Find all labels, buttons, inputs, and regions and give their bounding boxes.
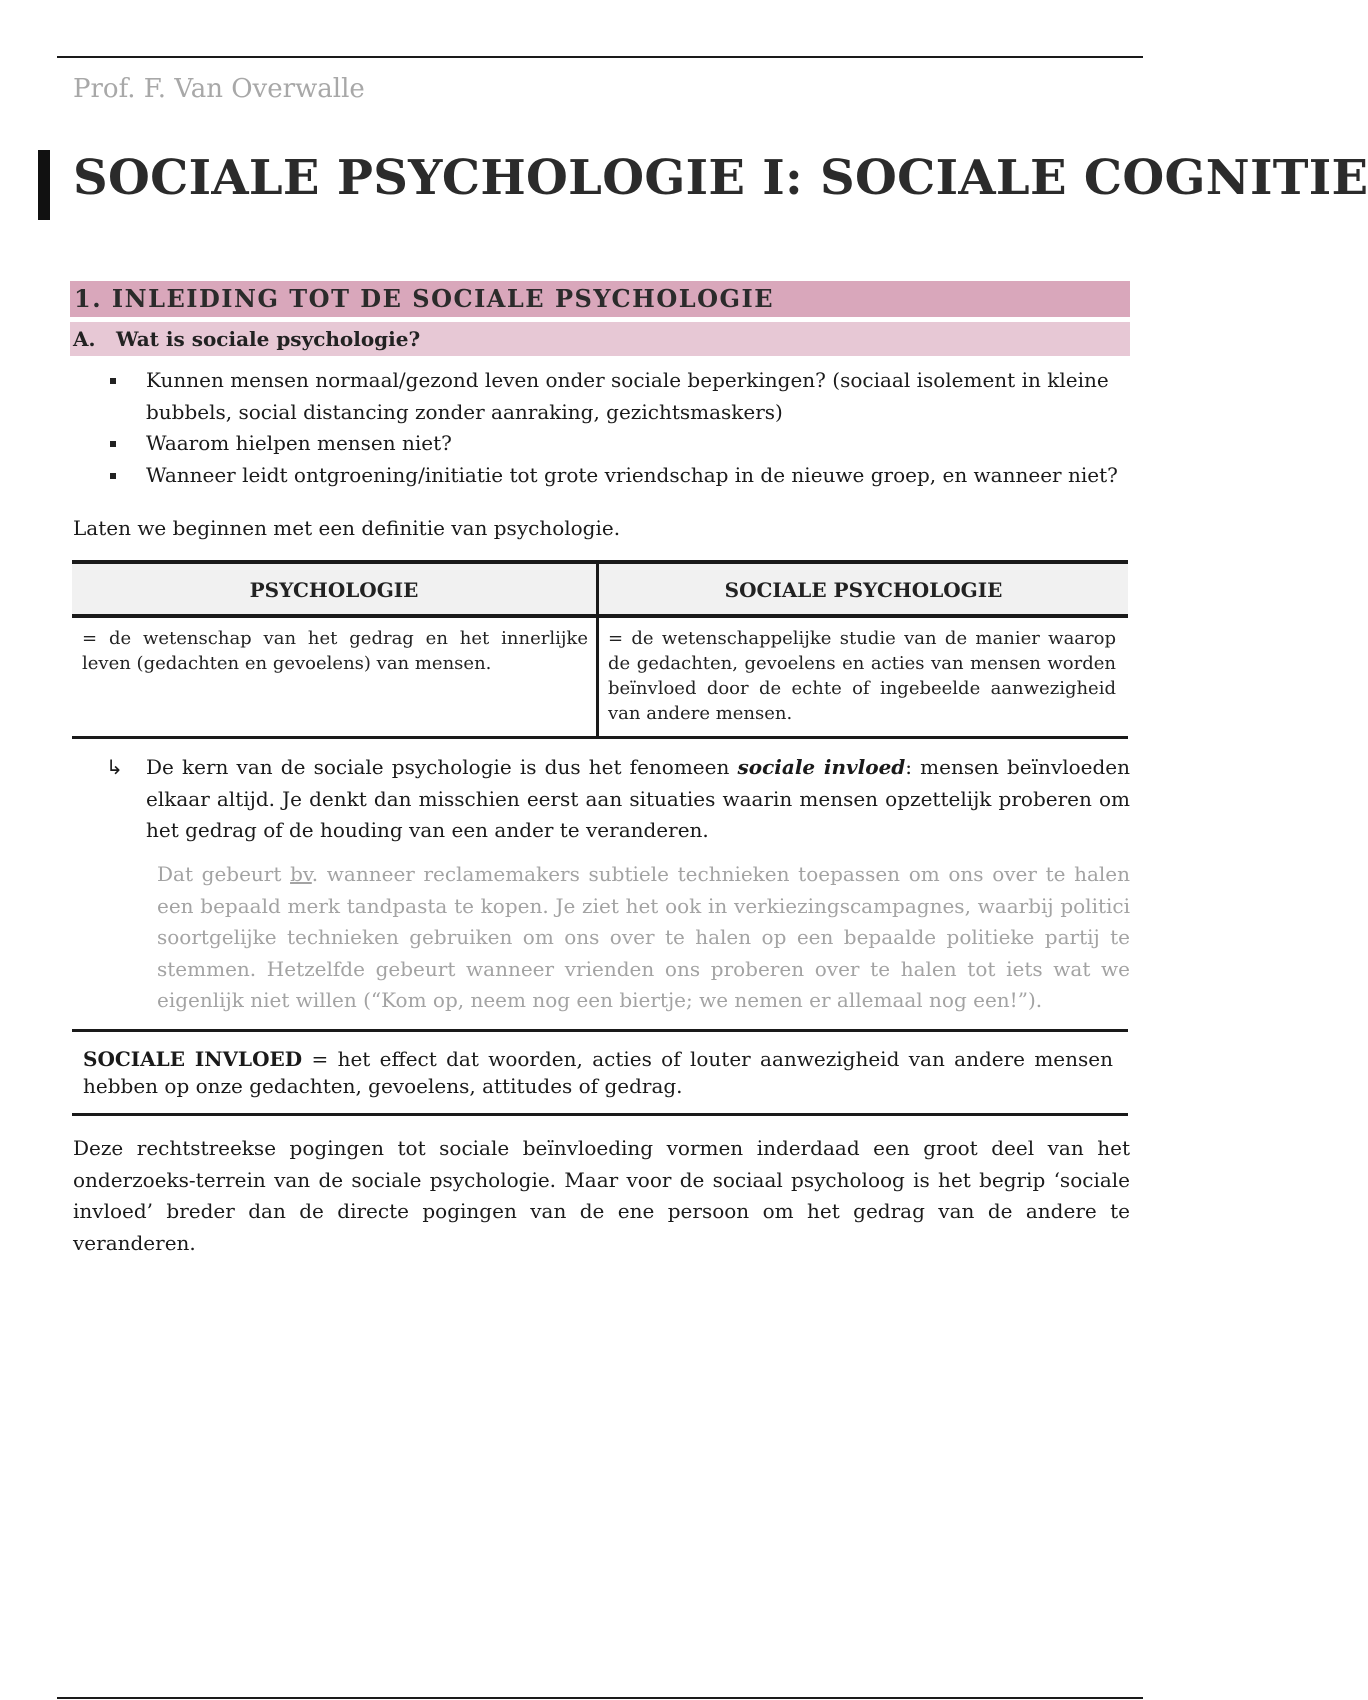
cell-sociale-psychologie-definition: = de wetenschappelijke studie van de manier waarop de gedachten, gevoelens en acties van mensen worden beïnvloed door de echte of ingebeelde aanwezigheid van andere mensen. [608,628,1116,724]
core-paragraph: ↳ De kern van de sociale psychologie is dus het fenomeen sociale invloed: mensen beïnvloeden elkaar altijd. Je denkt dan misschien eerst aan situaties waarin mensen opzettelijk proberen om het gedrag of de houding van een ander te veranderen. [100,752,1130,847]
list-item: Kunnen mensen normaal/gezond leven onder sociale beperkingen? (sociaal isolement in kleine bubbels, social distancing zonder aanraking, gezichtsmaskers) [100,365,1130,428]
title-accent-bar [38,150,50,220]
definition-text: = het effect dat woorden, acties of louter aanwezigheid van andere mensen hebben op onze gedachten, gevoelens, attitudes of gedrag. [83,1047,1113,1098]
cell-psychologie-definition: = de wetenschap van het gedrag en het innerlijke leven (gedachten en gevoelens) van mensen. [82,628,588,674]
table-bottom-rule [72,736,1128,739]
abbreviation-bv: bv [290,862,312,886]
subsection-label: Wat is sociale psychologie? [116,327,421,351]
definition-term: SOCIALE INVLOED [83,1047,303,1071]
author-name: Prof. F. Van Overwalle [73,74,365,104]
bullet-icon [110,441,116,447]
column-header-sociale-psychologie: SOCIALE PSYCHOLOGIE [724,578,1003,602]
example-paragraph: Dat gebeurt bv. wanneer reclamemakers subtiele technieken toepassen om ons over te halen een bepaald merk tandpasta te kopen. Je ziet het ook in verkiezingscampagnes, waarbij politici soortgelijke technieken gebruiken om ons over te halen op een bepaalde politieke partij te stemmen. Hetzelfde gebeurt wanneer vrienden ons proberen over te halen tot iets wat we eigenlijk niet willen (“Kom op, neem nog een biertje; we nemen er allemaal nog een!”). [157,862,1131,1012]
definition-box [72,1029,1128,1116]
page-title: SOCIALE PSYCHOLOGIE I: SOCIALE COGNITIE [73,150,1368,206]
intro-sentence: Laten we beginnen met een definitie van psychologie. [73,516,621,540]
section-heading [70,281,1130,317]
section-heading-text: 1. INLEIDING TOT DE SOCIALE PSYCHOLOGIE [74,284,775,313]
arrow-icon: ↳ [106,755,123,779]
footer-rule [57,1697,1143,1699]
bullet-icon [110,473,116,479]
list-item: Waarom hielpen mensen niet? [100,428,1130,460]
column-header-psychologie: PSYCHOLOGIE [249,578,419,602]
subsection-number: A. [73,327,96,351]
question-list [100,365,1130,491]
emphasis-sociale-invloed: sociale invloed [737,755,906,779]
header-rule [57,56,1143,58]
table-header-rule [72,614,1128,618]
list-item: Wanneer leidt ontgroening/initiatie tot grote vriendschap in de nieuwe groep, en wanneer niet? [100,460,1130,492]
subsection-heading [70,322,1130,356]
closing-paragraph: Deze rechtstreekse pogingen tot sociale beïnvloeding vormen inderdaad een groot deel van het onderzoeks-terrein van de sociale psychologie. Maar voor de sociaal psycholoog is het begrip ‘sociale invloed’ breder dan de directe pogingen van de ene persoon om het gedrag van de andere te veranderen. [73,1136,1130,1255]
definition-table [72,560,1128,740]
bullet-icon [110,378,116,384]
